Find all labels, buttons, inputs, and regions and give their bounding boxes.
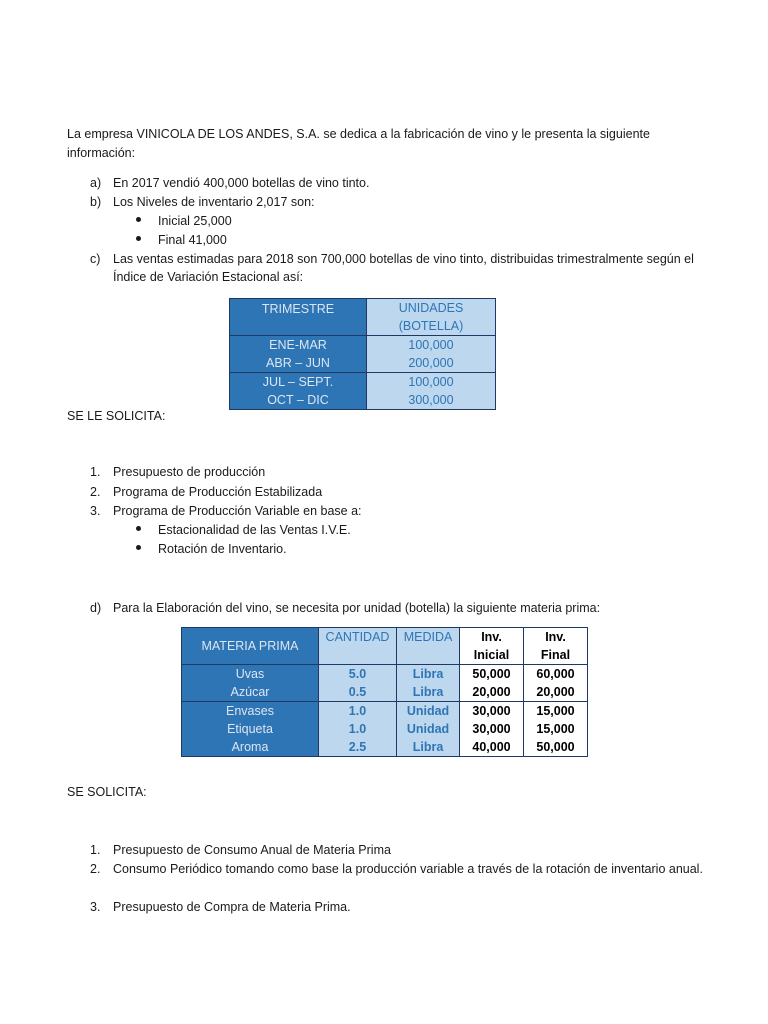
table-cell: 5.0 (319, 665, 397, 684)
table-cell: 15,000 (524, 720, 588, 738)
item-d-text: Para la Elaboración del vino, se necesita por unidad (botella) la siguiente materia prima: (113, 601, 601, 615)
list2-text-3: Presupuesto de Compra de Materia Prima. (113, 900, 351, 914)
bullet-icon (136, 217, 141, 222)
list2-text-1: Presupuesto de Consumo Anual de Materia Prima (113, 843, 391, 857)
raw-material-table (181, 627, 588, 757)
seasonal-sales-table (229, 298, 496, 410)
list2-marker-3: 3. (90, 900, 101, 914)
list2-marker-2: 2. (90, 862, 101, 876)
table-cell: JUL – SEPT. (230, 373, 367, 392)
list1-text-3: Programa de Producción Variable en base a: (113, 504, 362, 518)
table-cell: Etiqueta (182, 720, 319, 738)
table-cell: 100,000 (367, 373, 496, 392)
list1-marker-2: 2. (90, 485, 101, 499)
inventory-initial: Inicial 25,000 (158, 214, 232, 228)
item-a-marker: a) (90, 176, 102, 190)
table-cell: 0.5 (319, 683, 397, 702)
table-cell: Unidad (397, 702, 460, 721)
header-inv-final: Inv. Final (524, 628, 588, 665)
bullet-icon (136, 236, 141, 241)
table-row (182, 702, 588, 721)
header-unidades: UNIDADES (BOTELLA) (367, 299, 496, 336)
list2-marker-1: 1. (90, 843, 101, 857)
list1-marker-3: 3. (90, 504, 101, 518)
table-cell: Uvas (182, 665, 319, 684)
table-row (182, 738, 588, 757)
inventory-final: Final 41,000 (158, 233, 227, 247)
se-solicita-heading: SE SOLICITA: (67, 785, 147, 799)
table-row (182, 665, 588, 684)
header-inv-inicial: Inv. Inicial (460, 628, 524, 665)
list1-bullet-rotacion: Rotación de Inventario. (158, 542, 287, 556)
item-a-text: En 2017 vendió 400,000 botellas de vino tinto. (113, 176, 370, 190)
list1-text-1: Presupuesto de producción (113, 465, 266, 479)
item-c-marker: c) (90, 252, 101, 266)
header-trimestre: TRIMESTRE (230, 299, 367, 336)
table-cell: 100,000 (367, 336, 496, 355)
intro-paragraph: La empresa VINICOLA DE LOS ANDES, S.A. se dedica a la fabricación de vino y le presenta la siguiente información: (67, 127, 650, 160)
table-cell: 30,000 (460, 720, 524, 738)
table-cell: Libra (397, 683, 460, 702)
se-le-solicita-heading: SE LE SOLICITA: (67, 409, 166, 423)
item-b-text: Los Niveles de inventario 2,017 son: (113, 195, 315, 209)
table-row (182, 683, 588, 702)
table-cell: Aroma (182, 738, 319, 757)
table-row (182, 720, 588, 738)
list2-text-2: Consumo Periódico tomando como base la producción variable a través de la rotación de inventario anual. (113, 862, 703, 876)
table-cell: OCT – DIC (230, 391, 367, 410)
table-cell: Libra (397, 738, 460, 757)
table-cell: 50,000 (524, 738, 588, 757)
table-cell: 60,000 (524, 665, 588, 684)
table-cell: Envases (182, 702, 319, 721)
table-row (230, 336, 496, 355)
item-d-marker: d) (90, 601, 102, 615)
bullet-icon (136, 545, 141, 550)
bullet-icon (136, 526, 141, 531)
table-cell: 300,000 (367, 391, 496, 410)
item-b-marker: b) (90, 195, 102, 209)
table-row (230, 354, 496, 373)
list1-marker-1: 1. (90, 465, 101, 479)
table-cell: 20,000 (524, 683, 588, 702)
table-cell: 200,000 (367, 354, 496, 373)
table-cell: 1.0 (319, 720, 397, 738)
list1-bullet-ive: Estacionalidad de las Ventas I.V.E. (158, 523, 351, 537)
header-medida: MEDIDA (397, 628, 460, 665)
table-cell: 2.5 (319, 738, 397, 757)
table-cell: 20,000 (460, 683, 524, 702)
table-cell: ENE-MAR (230, 336, 367, 355)
table-cell: Unidad (397, 720, 460, 738)
table-cell: 15,000 (524, 702, 588, 721)
item-c-text: Las ventas estimadas para 2018 son 700,000 botellas de vino tinto, distribuidas trimestralmente según el Índice de Variación Estacional así: (113, 252, 694, 284)
header-cantidad: CANTIDAD (319, 628, 397, 665)
table-cell: Azúcar (182, 683, 319, 702)
table-cell: ABR – JUN (230, 354, 367, 373)
table-row (230, 391, 496, 410)
header-materia-prima: MATERIA PRIMA (182, 628, 319, 665)
table-cell: 50,000 (460, 665, 524, 684)
table-cell: 1.0 (319, 702, 397, 721)
list1-text-2: Programa de Producción Estabilizada (113, 485, 323, 499)
table-row (230, 373, 496, 392)
table-cell: Libra (397, 665, 460, 684)
table-cell: 40,000 (460, 738, 524, 757)
table-cell: 30,000 (460, 702, 524, 721)
